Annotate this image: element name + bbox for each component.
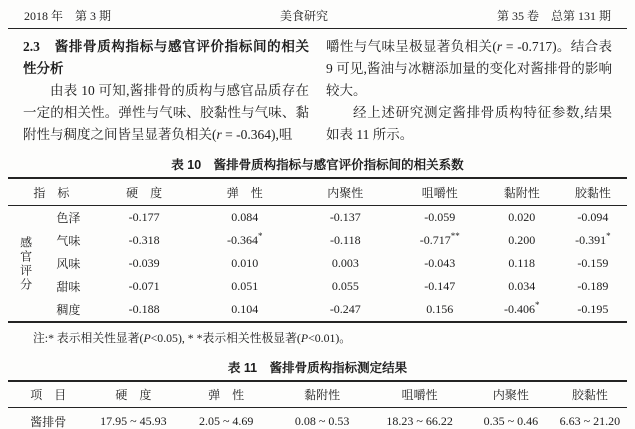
variable-r: r: [496, 39, 503, 54]
note-text: <0.05), * *表示相关性极显著(: [150, 331, 301, 345]
table-cell: 0.35 ~ 0.46: [483, 414, 539, 428]
row-label: 甜味: [56, 280, 81, 294]
table-header-row: [8, 381, 627, 408]
column-header: 弹 性: [194, 178, 296, 206]
table-cell: [485, 252, 559, 275]
column-header: 内聚性: [469, 381, 553, 408]
paragraph-text: 嚼性与气味呈极显著负相关(: [326, 39, 497, 54]
table-header-row: [8, 178, 627, 206]
significance-mark: **: [450, 231, 460, 241]
value: -0.391: [575, 233, 607, 247]
column-header: 项 目: [8, 381, 88, 408]
value: -0.318: [128, 233, 160, 247]
value: -0.039: [128, 256, 160, 270]
value: -0.071: [128, 279, 160, 293]
paragraph: [23, 80, 309, 146]
table-cell: [559, 275, 627, 298]
table-cell: 0.08 ~ 0.53: [294, 414, 350, 428]
paragraph-text: 由表 10 可知,酱排骨的质构与感官品质存在一定的相关性。弹性与气味、胶黏性与气味、黏附性与稠度之间皆呈显著负相关(: [23, 83, 309, 142]
table-cell: [95, 229, 194, 252]
value: 0.156: [426, 302, 454, 316]
section-heading: 2.3 酱排骨质构指标与感官评价指标间的相关性分析: [23, 39, 309, 76]
value: -0.364: [226, 233, 258, 247]
column-header: 指 标: [8, 178, 95, 206]
row-label: 风味: [56, 257, 81, 271]
table10-correlation: [8, 177, 627, 323]
table-cell: [395, 206, 485, 230]
value: 0.020: [508, 210, 536, 224]
significance-mark: *: [534, 300, 540, 310]
variable-p: P: [143, 331, 151, 345]
table-cell: [95, 252, 194, 275]
table-cell: [559, 298, 627, 322]
table-row: [8, 252, 627, 275]
table-cell: [485, 206, 559, 230]
table-cell: [559, 229, 627, 252]
table-cell: [194, 252, 296, 275]
row-label: 色泽: [56, 211, 81, 225]
value: 0.200: [508, 233, 536, 247]
value: -0.159: [577, 256, 609, 270]
table-cell: 18.23 ~ 66.22: [386, 414, 453, 428]
value: -0.247: [329, 302, 361, 316]
left-column: [23, 36, 309, 146]
value: -0.406: [503, 302, 535, 316]
column-header: 黏附性: [274, 381, 370, 408]
value: -0.137: [329, 210, 361, 224]
table10-note: [8, 323, 627, 346]
table-cell: 6.63 ~ 21.20: [559, 414, 621, 428]
table-cell: [395, 275, 485, 298]
table-cell: [95, 298, 194, 322]
value: -0.188: [128, 302, 160, 316]
value: 0.003: [331, 256, 359, 270]
table-cell: [194, 206, 296, 230]
journal-title: 美食研究: [279, 9, 328, 23]
table-cell: 2.05 ~ 4.69: [198, 414, 254, 428]
column-header: 弹 性: [178, 381, 274, 408]
table-cell: [95, 275, 194, 298]
column-header: 黏附性: [485, 178, 559, 206]
significance-mark: *: [606, 231, 611, 241]
table-cell: [296, 275, 395, 298]
value: 0.118: [508, 256, 535, 270]
table-cell: [395, 252, 485, 275]
table10-title: 表 10 酱排骨质构指标与感官评价指标间的相关系数: [171, 158, 464, 172]
table-cell: [485, 275, 559, 298]
significance-mark: *: [257, 231, 263, 241]
table-cell: [95, 206, 194, 230]
table-cell: [559, 206, 627, 230]
table-row: [8, 206, 627, 230]
row-group-label: [8, 206, 42, 323]
table-cell: [296, 206, 395, 230]
table-cell: [296, 298, 395, 322]
table-cell: [296, 229, 395, 252]
issue-info: 2018 年 第 3 期: [24, 9, 112, 23]
column-header: 胶黏性: [553, 381, 627, 408]
variable-p: P: [300, 331, 309, 345]
column-header: 硬 度: [88, 381, 178, 408]
column-header: 咀嚼性: [370, 381, 469, 408]
value: 0.051: [231, 279, 259, 293]
paragraph: [326, 36, 612, 102]
row-label: 气味: [56, 234, 81, 248]
vertical-label: 感官评分: [18, 235, 33, 292]
row-label: 稠度: [56, 303, 81, 317]
volume-info: 第 35 卷 总第 131 期: [496, 9, 611, 23]
table11-texture-results: [8, 380, 627, 429]
value: -0.189: [577, 279, 609, 293]
value: 0.084: [231, 210, 259, 224]
variable-r: r: [216, 127, 222, 142]
column-header: 胶黏性: [559, 178, 627, 206]
table-cell: [194, 275, 296, 298]
value: -0.059: [424, 210, 456, 224]
note-text: <0.01)。: [308, 331, 352, 345]
table-row: [8, 275, 627, 298]
table-cell: [395, 229, 485, 252]
value: -0.094: [577, 210, 609, 224]
column-header: 咀嚼性: [395, 178, 485, 206]
table-cell: [194, 298, 296, 322]
row-label: 酱排骨: [30, 415, 67, 429]
table-cell: [194, 229, 296, 252]
value: -0.717: [419, 233, 451, 247]
table-cell: [296, 252, 395, 275]
value: 0.034: [508, 279, 536, 293]
table-cell: [485, 229, 559, 252]
value: 0.104: [231, 302, 259, 316]
running-head: [8, 5, 627, 29]
table-cell: 17.95 ~ 45.93: [100, 414, 167, 428]
paragraph-text: = -0.364),咀: [221, 127, 293, 142]
value: -0.195: [577, 302, 609, 316]
value: -0.043: [424, 256, 456, 270]
value: 0.010: [231, 256, 259, 270]
table-cell: [559, 252, 627, 275]
table-cell: [395, 298, 485, 322]
value: -0.177: [128, 210, 160, 224]
table11-title: 表 11 酱排骨质构指标测定结果: [227, 361, 408, 375]
note-text: 注:* 表示相关性显著(: [33, 331, 144, 345]
value: 0.055: [331, 279, 359, 293]
right-column: [326, 36, 612, 146]
column-header: 内聚性: [296, 178, 395, 206]
table-cell: [485, 298, 559, 322]
value: -0.147: [424, 279, 456, 293]
value: -0.118: [330, 233, 361, 247]
paragraph: 经上述研究测定酱排骨质构特征参数,结果如表 11 所示。: [326, 105, 612, 142]
table-row: [8, 229, 627, 252]
body-text-columns: [8, 29, 627, 146]
table-row: [8, 408, 627, 429]
column-header: 硬 度: [95, 178, 194, 206]
table-row: [8, 298, 627, 322]
paragraph-text: = -0.717)。结合表 9 可见,酱油与冰糖添加量的变化对酱排骨的影响较大。: [326, 39, 613, 98]
